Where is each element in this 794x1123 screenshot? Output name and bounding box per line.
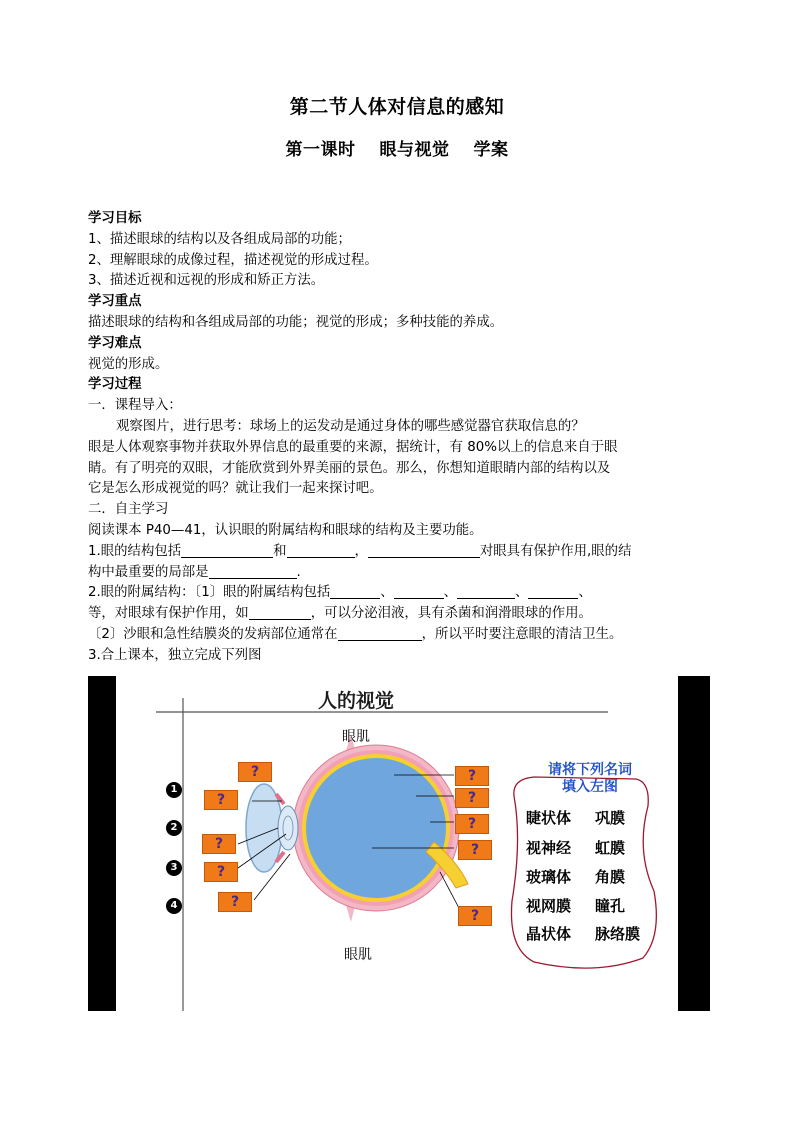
term-cornea: 角膜 bbox=[595, 868, 626, 886]
answer-blank[interactable] bbox=[457, 584, 515, 599]
process-heading: 学习过程 bbox=[88, 377, 142, 393]
blank-label-box[interactable]: ? bbox=[455, 766, 489, 786]
instruction-hint: 请将下列名词 填入左图 bbox=[548, 762, 632, 795]
answer-blank[interactable] bbox=[528, 584, 578, 599]
marker-1: 1 bbox=[166, 782, 182, 798]
question-4: 3.合上课本，独立完成下列图 bbox=[88, 647, 262, 663]
blank-label-box[interactable]: ? bbox=[218, 892, 252, 912]
blank-label-box[interactable]: ? bbox=[202, 834, 236, 854]
blank-label-box[interactable]: ? bbox=[458, 840, 492, 860]
marker-3: 3 bbox=[166, 860, 182, 876]
marker-2: 2 bbox=[166, 820, 182, 836]
difficult-text: 视觉的形成。 bbox=[88, 356, 169, 372]
subtitle-type: 学案 bbox=[473, 140, 509, 160]
question-2-cont: 等，对眼球有保护作用，如 ，可以分泌泪液，具有杀菌和润滑眼球的作用。 bbox=[88, 606, 592, 622]
answer-blank[interactable] bbox=[209, 564, 297, 579]
term-retina: 视网膜 bbox=[526, 897, 572, 915]
section1-text: 观察图片，进行思考：球场上的运发动是通过身体的哪些感觉器官获取信息的？ bbox=[116, 418, 585, 434]
page-subtitle bbox=[0, 135, 794, 160]
term-ciliary-body: 睫状体 bbox=[526, 809, 572, 827]
blank-label-box[interactable]: ? bbox=[455, 814, 489, 834]
blank-label-box[interactable]: ? bbox=[204, 862, 238, 882]
figure-title: 人的视觉 bbox=[318, 690, 395, 712]
eye-diagram bbox=[88, 676, 710, 1011]
question-3: 〔2〕沙眼和急性结膜炎的发病部位通常在 ，所以平时要注意眼的清洁卫生。 bbox=[88, 626, 623, 642]
subtitle-lesson: 第一课时 bbox=[285, 140, 356, 160]
term-optic-nerve: 视神经 bbox=[526, 839, 572, 857]
term-pupil: 瞳孔 bbox=[595, 897, 626, 915]
answer-blank[interactable] bbox=[368, 543, 480, 558]
answer-blank[interactable] bbox=[181, 543, 273, 558]
answer-blank[interactable] bbox=[338, 626, 422, 641]
answer-blank[interactable] bbox=[287, 543, 355, 558]
objectives-heading: 学习目标 bbox=[88, 211, 142, 226]
key-heading: 学习重点 bbox=[88, 294, 142, 310]
objective-item: 1、描述眼球的结构以及各组成局部的功能； bbox=[88, 231, 351, 247]
subtitle-topic: 眼与视觉 bbox=[379, 140, 450, 160]
question-2: 2.眼的附属结构：〔1〕眼的附属结构包括 、 、 、 、 bbox=[88, 585, 592, 601]
blank-label-box[interactable]: ? bbox=[238, 762, 272, 782]
objective-item: 3、描述近视和远视的形成和矫正方法。 bbox=[88, 273, 325, 289]
marker-4: 4 bbox=[166, 898, 182, 914]
section1-text: 它是怎么形成视觉的吗？就让我们一起来探讨吧。 bbox=[88, 481, 383, 497]
answer-blank[interactable] bbox=[394, 584, 444, 599]
term-sclera: 巩膜 bbox=[595, 809, 626, 827]
section1-text: 眼是人体观察事物并获取外界信息的最重要的来源，据统计，有 80%以上的信息来自于眼 bbox=[88, 439, 618, 455]
question-1: 1.眼的结构包括 和 ， 对眼具有保护作用,眼的结 bbox=[88, 543, 632, 559]
question-1-cont: 构中最重要的局部是 . bbox=[88, 564, 301, 580]
section2-intro: 阅读课本 P40—41，认识眼的附属结构和眼球的结构及主要功能。 bbox=[88, 522, 483, 538]
lens bbox=[278, 806, 298, 850]
term-choroid: 脉络膜 bbox=[595, 925, 641, 943]
answer-blank[interactable] bbox=[330, 584, 380, 599]
section1-text: 睛。有了明亮的双眼，才能欣赏到外界美丽的景色。那么，你想知道眼睛内部的结构以及 bbox=[88, 460, 611, 476]
term-vitreous-body: 玻璃体 bbox=[526, 868, 572, 886]
vitreous-body bbox=[306, 758, 446, 898]
term-iris: 虹膜 bbox=[595, 839, 626, 857]
blank-label-box[interactable]: ? bbox=[204, 790, 238, 810]
section1-heading: 一．课程导入： bbox=[88, 398, 182, 414]
eye-muscle-bottom-label: 眼肌 bbox=[344, 947, 372, 963]
blank-label-box[interactable]: ? bbox=[458, 906, 492, 926]
objective-item: 2、理解眼球的成像过程，描述视觉的形成过程。 bbox=[88, 252, 378, 268]
term-lens: 晶状体 bbox=[526, 925, 572, 943]
key-text: 描述眼球的结构和各组成局部的功能；视觉的形成；多种技能的养成。 bbox=[88, 314, 504, 330]
section2-heading: 二．自主学习 bbox=[88, 502, 169, 518]
worksheet-body bbox=[88, 209, 713, 667]
difficult-heading: 学习难点 bbox=[88, 335, 142, 351]
blank-label-box[interactable]: ? bbox=[455, 788, 489, 808]
eye-muscle-top-label: 眼肌 bbox=[342, 729, 370, 745]
answer-blank[interactable] bbox=[249, 605, 311, 620]
page-title: 第二节人体对信息的感知 bbox=[289, 96, 505, 118]
